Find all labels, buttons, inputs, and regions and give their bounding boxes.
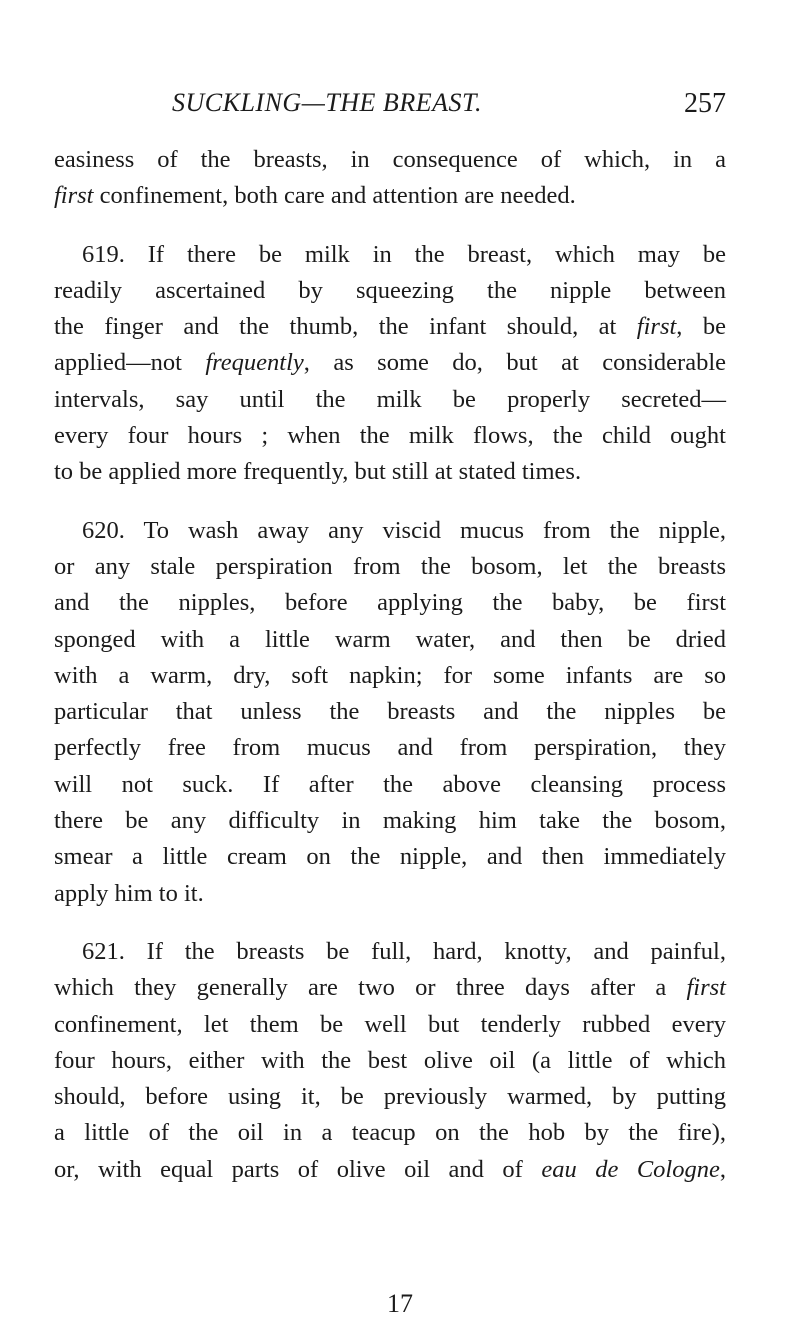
text-line: or, with equal parts of olive oil and of eau de Cologne, <box>54 1155 726 1183</box>
text-line: particular that unless the breasts and the nipples be <box>54 698 726 726</box>
paragraph-621 <box>54 934 726 1188</box>
paragraph-continued <box>54 142 726 215</box>
text-line: four hours, either with the best olive oil (a little of which <box>54 1046 726 1074</box>
text-line: intervals, say until the milk be properly secreted— <box>54 385 726 413</box>
italic-word: first <box>54 182 94 210</box>
italic-word: eau de Cologne <box>541 1155 720 1183</box>
running-title: SUCKLING—THE BREAST. <box>172 88 482 117</box>
text-line: should, before using it, be previously warmed, by putting <box>54 1083 726 1111</box>
text-line: 621. If the breasts be full, hard, knotty, and painful, <box>82 937 726 965</box>
page-number: 257 <box>684 88 726 119</box>
text-line: with a warm, dry, soft napkin; for some infants are so <box>54 661 726 689</box>
text-line: a little of the oil in a teacup on the hob by the fire), <box>54 1119 726 1147</box>
text-line: to be applied more frequently, but still at stated times. <box>54 458 582 486</box>
text-line: sponged with a little warm water, and then be dried <box>54 625 726 653</box>
text-line: which they generally are two or three days after a first <box>54 974 726 1002</box>
text-line: readily ascertained by squeezing the nipple between <box>54 276 726 304</box>
text-line: easiness of the breasts, in consequence of which, in a <box>54 146 726 173</box>
body-text <box>54 142 726 1188</box>
italic-word: frequently <box>205 349 304 377</box>
text-line: the finger and the thumb, the infant should, at first, be <box>54 313 727 341</box>
text-line: or any stale perspiration from the bosom, let the breasts <box>54 552 726 580</box>
text-line: perfectly free from mucus and from perspiration, they <box>54 734 726 762</box>
text-line: apply him to it. <box>54 879 204 907</box>
paragraph-620 <box>54 513 726 912</box>
text-line: 620. To wash away any viscid mucus from the nipple, <box>82 516 726 544</box>
signature-mark: 17 <box>387 1289 413 1318</box>
text-line: smear a little cream on the nipple, and then immediately <box>54 843 726 871</box>
italic-word: first <box>636 313 677 341</box>
text-line: every four hours ; when the milk flows, the child ought <box>54 422 726 450</box>
text-line: confinement, let them be well but tenderly rubbed every <box>54 1010 726 1038</box>
paragraph-619 <box>54 237 726 491</box>
text-line: will not suck. If after the above cleansing process <box>54 770 726 798</box>
page-header <box>54 88 726 128</box>
text-line: applied—not frequently, as some do, but at considerable <box>54 349 727 377</box>
text-line: and the nipples, before applying the baby, be first <box>54 589 726 617</box>
italic-word: first <box>686 974 726 1002</box>
text-line: 619. If there be milk in the breast, which may be <box>82 240 726 268</box>
text-line: first confinement, both care and attention are needed. <box>54 182 576 210</box>
text-line: there be any difficulty in making him take the bosom, <box>54 807 726 835</box>
